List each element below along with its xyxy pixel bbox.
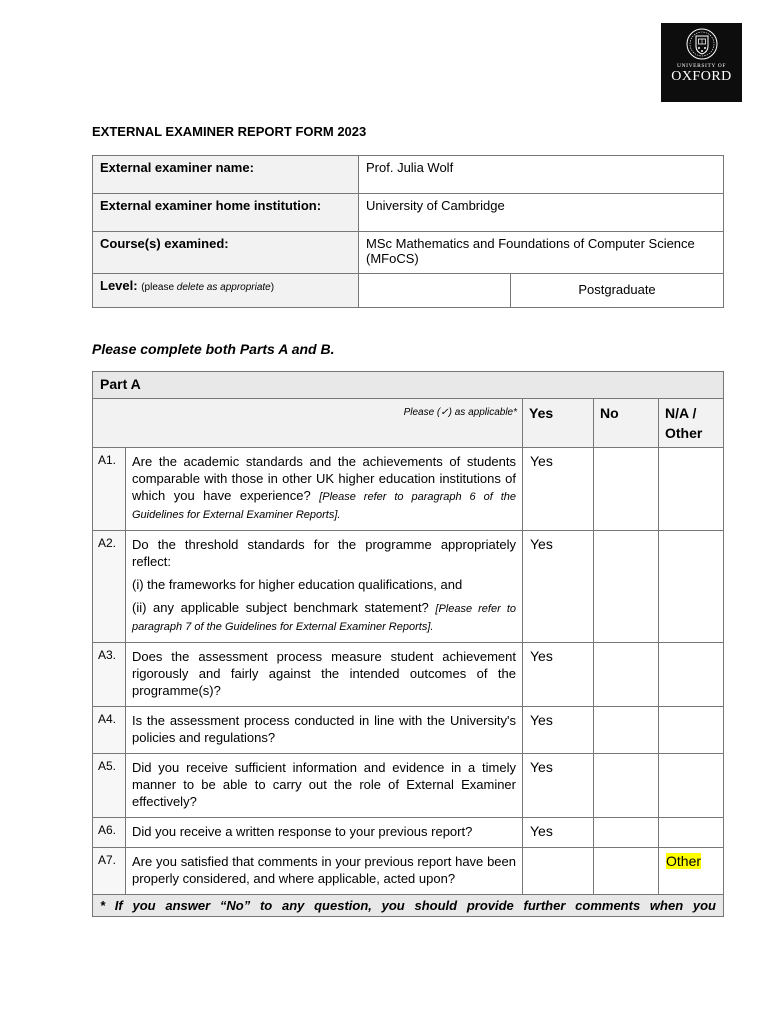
col-header-yes: Yes: [523, 399, 594, 448]
answer-other: Other: [666, 853, 702, 869]
level-option-1: [359, 274, 511, 308]
examiner-info-table: [92, 155, 724, 308]
level-note-prefix: (please: [141, 282, 177, 293]
answer-other: [659, 643, 724, 707]
form-title: EXTERNAL EXAMINER REPORT FORM 2023: [92, 124, 367, 139]
instruction-text: Please complete both Parts A and B.: [92, 341, 335, 357]
question-number: A5.: [93, 754, 126, 818]
answer-yes: [523, 848, 594, 895]
question-body: Do the threshold standards for the programme appropriately reflect:: [132, 537, 516, 569]
question-text: Is the assessment process conducted in line with the University's policies and regulations?: [126, 707, 523, 754]
question-number: A4.: [93, 707, 126, 754]
answer-other-cell: [659, 848, 724, 895]
question-row-a6: [93, 818, 724, 848]
question-row-a7: [93, 848, 724, 895]
answer-other: [659, 754, 724, 818]
applicable-note: Please (✓) as applicable*: [93, 399, 523, 448]
question-sub-item-2-text: (ii) any applicable subject benchmark statement?: [132, 600, 429, 615]
level-label: Level:: [100, 278, 138, 293]
part-a-table: [92, 371, 724, 917]
answer-other: [659, 707, 724, 754]
oxford-logo: [661, 23, 742, 102]
col-header-no: No: [594, 399, 659, 448]
question-number: A3.: [93, 643, 126, 707]
question-row-a5: [93, 754, 724, 818]
question-row-a1: [93, 448, 724, 531]
question-reference: [Please refer to paragraph 7 of the Guidelines for External Examiner Reports].: [132, 603, 516, 633]
level-label-cell: [93, 274, 359, 308]
question-text: Does the assessment process measure student achievement rigorously and fairly against the intended outcomes of the programme(s)?: [126, 643, 523, 707]
question-sub-item-1: (i) the frameworks for higher education qualifications, and: [132, 577, 463, 592]
examiner-name-value: Prof. Julia Wolf: [359, 156, 724, 194]
courses-value: MSc Mathematics and Foundations of Computer Science (MFoCS): [359, 232, 724, 274]
question-text: Did you receive sufficient information and evidence in a timely manner to be able to carry out the role of External Examiner effectively?: [126, 754, 523, 818]
question-row-a2: [93, 531, 724, 643]
question-row-a3: [93, 643, 724, 707]
answer-no: [594, 707, 659, 754]
university-crest-icon: [686, 27, 718, 61]
answer-no: [594, 531, 659, 643]
examiner-name-label: External examiner name:: [93, 156, 359, 194]
question-body: Are the academic standards and the achievements of students comparable with those in other UK higher education institutions of which you have experience?: [132, 454, 516, 503]
answer-no: [594, 818, 659, 848]
courses-label: Course(s) examined:: [93, 232, 359, 274]
question-number: A7.: [93, 848, 126, 895]
answer-other: [659, 818, 724, 848]
question-row-a4: [93, 707, 724, 754]
answer-no: [594, 448, 659, 531]
question-text: [126, 531, 523, 643]
answer-yes: Yes: [523, 531, 594, 643]
part-a-footnote: * If you answer “No” to any question, you should provide further comments when you: [93, 895, 724, 917]
answer-yes: Yes: [523, 818, 594, 848]
answer-other: [659, 448, 724, 531]
level-note-suffix: ): [270, 282, 275, 293]
question-text: Are you satisfied that comments in your previous report have been properly considered, and where applicable, acted upon?: [126, 848, 523, 895]
answer-no: [594, 848, 659, 895]
col-header-na: N/A / Other: [659, 399, 724, 448]
institution-value: University of Cambridge: [359, 194, 724, 232]
answer-no: [594, 754, 659, 818]
institution-label: External examiner home institution:: [93, 194, 359, 232]
answer-other: [659, 531, 724, 643]
answer-yes: Yes: [523, 448, 594, 531]
question-text: [126, 448, 523, 531]
part-a-title: Part A: [93, 372, 724, 399]
question-sub-item-2: [132, 599, 516, 635]
logo-oxford: OXFORD: [671, 69, 732, 84]
logo-university-of: UNIVERSITY OF: [677, 63, 726, 69]
question-reference: [Please refer to paragraph 6 of the Guidelines for External Examiner Reports].: [132, 491, 516, 521]
question-number: A6.: [93, 818, 126, 848]
question-text: Did you receive a written response to your previous report?: [126, 818, 523, 848]
level-note: [141, 282, 274, 293]
question-number: A1.: [93, 448, 126, 531]
answer-yes: Yes: [523, 754, 594, 818]
level-note-italic: delete as appropriate: [176, 282, 271, 293]
level-option-2: Postgraduate: [511, 274, 724, 308]
answer-yes: Yes: [523, 707, 594, 754]
question-number: A2.: [93, 531, 126, 643]
answer-yes: Yes: [523, 643, 594, 707]
answer-no: [594, 643, 659, 707]
